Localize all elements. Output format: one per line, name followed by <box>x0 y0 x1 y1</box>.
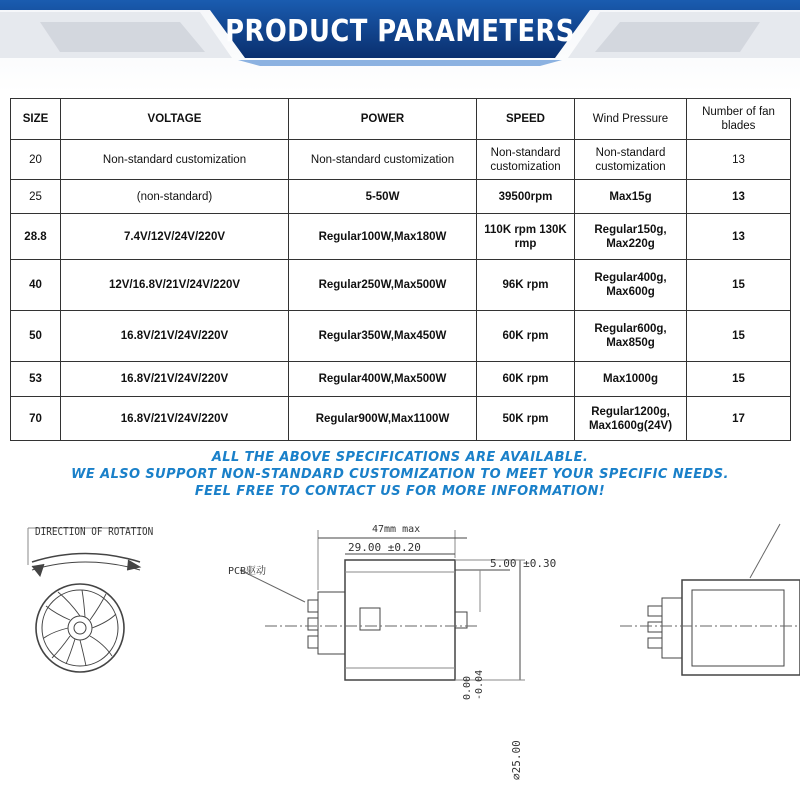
cell-speed: 60K rpm <box>477 311 575 362</box>
header-fan-blades: Number of fan blades <box>687 99 791 140</box>
cell-power: Regular900W,Max1100W <box>289 397 477 441</box>
cell-size: 70 <box>11 397 61 441</box>
cell-size: 50 <box>11 311 61 362</box>
cell-voltage: 16.8V/21V/24V/220V <box>61 311 289 362</box>
cell-fan-blades: 15 <box>687 362 791 397</box>
cell-wind-pressure: Regular600g, Max850g <box>575 311 687 362</box>
rotation-label: DIRECTION OF ROTATION <box>35 525 154 538</box>
cell-power: Regular100W,Max180W <box>289 214 477 260</box>
cell-size: 20 <box>11 140 61 180</box>
cell-voltage: 16.8V/21V/24V/220V <box>61 362 289 397</box>
cell-power: Regular350W,Max450W <box>289 311 477 362</box>
cell-voltage: 7.4V/12V/24V/220V <box>61 214 289 260</box>
fan-front-view <box>28 528 145 672</box>
page-title: PRODUCT PARAMETERS <box>225 14 575 49</box>
notice-line-3: FEEL FREE TO CONTACT US FOR MORE INFORMATION! <box>194 484 606 499</box>
pcb-label: PCB驱动 <box>228 566 267 577</box>
cell-wind-pressure: Regular400g, Max600g <box>575 260 687 311</box>
header-power: POWER <box>289 99 477 140</box>
cell-size: 25 <box>11 180 61 214</box>
cell-wind-pressure: Regular150g, Max220g <box>575 214 687 260</box>
diameter-label: ∅25.00 <box>510 740 523 780</box>
cell-size: 53 <box>11 362 61 397</box>
body-length-label: 29.00 ±0.20 <box>348 541 421 554</box>
cell-fan-blades: 15 <box>687 311 791 362</box>
cell-speed: Non-standard customization <box>477 140 575 180</box>
table-row <box>11 214 791 260</box>
spec-table <box>10 98 791 441</box>
cell-speed: 110K rpm 130K rmp <box>477 214 575 260</box>
cell-voltage: (non-standard) <box>61 180 289 214</box>
cell-voltage: 12V/16.8V/21V/24V/220V <box>61 260 289 311</box>
cell-wind-pressure: Max15g <box>575 180 687 214</box>
cell-fan-blades: 17 <box>687 397 791 441</box>
notice-block <box>0 449 800 500</box>
cell-wind-pressure: Regular1200g, Max1600g(24V) <box>575 397 687 441</box>
cell-size: 28.8 <box>11 214 61 260</box>
cell-fan-blades: 15 <box>687 260 791 311</box>
cell-speed: 39500rpm <box>477 180 575 214</box>
cell-speed: 50K rpm <box>477 397 575 441</box>
cell-fan-blades: 13 <box>687 214 791 260</box>
notice-line-1: ALL THE ABOVE SPECIFICATIONS ARE AVAILABLE. <box>211 450 589 465</box>
cell-size: 40 <box>11 260 61 311</box>
motor-rear-view <box>620 524 800 675</box>
cell-power: 5-50W <box>289 180 477 214</box>
table-row <box>11 140 791 180</box>
table-row <box>11 397 791 441</box>
header-voltage: VOLTAGE <box>61 99 289 140</box>
cell-fan-blades: 13 <box>687 140 791 180</box>
cell-power: Non-standard customization <box>289 140 477 180</box>
length-max-label: 47mm max <box>372 524 421 535</box>
table-row <box>11 311 791 362</box>
header-wind-pressure: Wind Pressure <box>575 99 687 140</box>
header-size: SIZE <box>11 99 61 140</box>
cell-voltage: 16.8V/21V/24V/220V <box>61 397 289 441</box>
cell-wind-pressure: Max1000g <box>575 362 687 397</box>
cell-fan-blades: 13 <box>687 180 791 214</box>
cell-power: Regular400W,Max500W <box>289 362 477 397</box>
cell-speed: 96K rpm <box>477 260 575 311</box>
cell-wind-pressure: Non-standard customization <box>575 140 687 180</box>
cell-speed: 60K rpm <box>477 362 575 397</box>
cell-power: Regular250W,Max500W <box>289 260 477 311</box>
header-banner <box>0 0 800 92</box>
header-speed: SPEED <box>477 99 575 140</box>
notice-line-2: WE ALSO SUPPORT NON-STANDARD CUSTOMIZATION TO MEET YOUR SPECIFIC NEEDS. <box>71 467 729 482</box>
table-row <box>11 260 791 311</box>
table-header-row <box>11 99 791 140</box>
table-row <box>11 180 791 214</box>
shaft-length-label: 5.00 ±0.30 <box>490 557 557 570</box>
table-row <box>11 362 791 397</box>
diameter-tolerance-label: 0.00 -0.04 <box>462 669 485 700</box>
cell-voltage: Non-standard customization <box>61 140 289 180</box>
